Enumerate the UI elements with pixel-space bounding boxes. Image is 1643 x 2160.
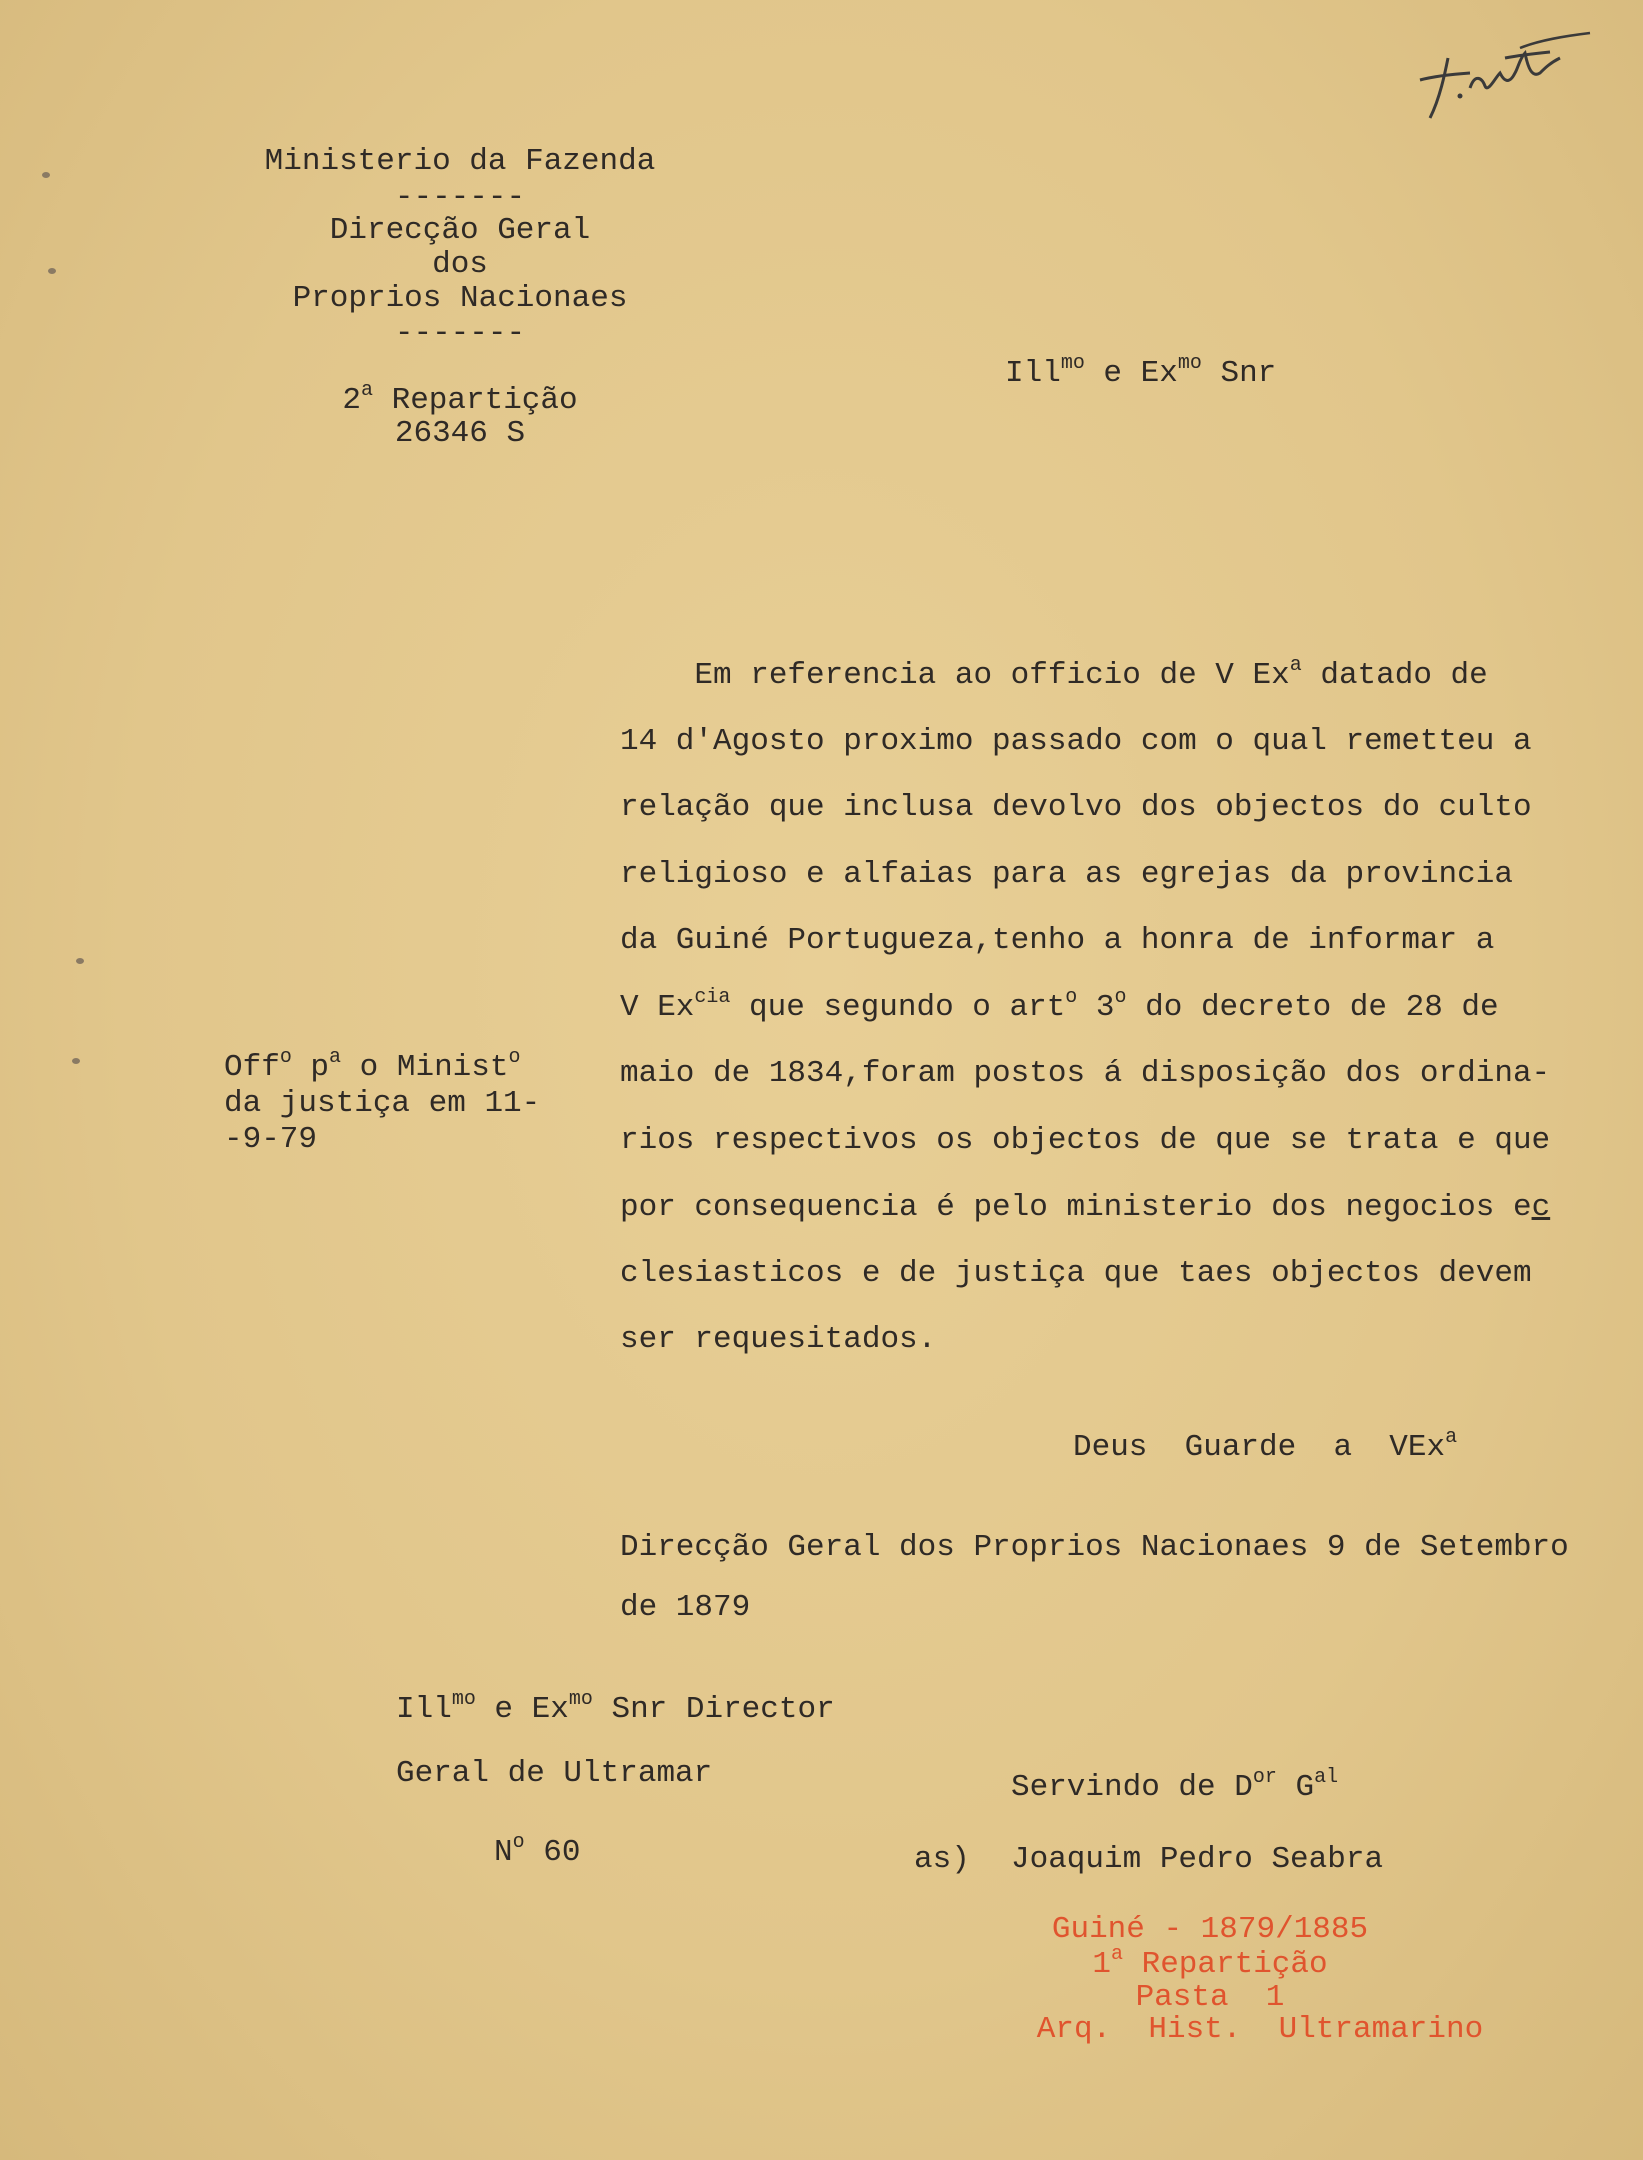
archive-stamp-line: Guiné - 1879/1885 [1051,1912,1369,1947]
punch-hole-mark [76,958,84,964]
ministry-heading: Ministerio da Fazenda [264,144,656,179]
salutation: Ill$^{mo}$ e $Ex^{mo}$ Snr [1005,351,1277,391]
place-and-date: Direcção Geral dos Proprios Nacionaes 9 de Setembro [620,1530,1569,1565]
body-line: da Guiné Portugueza,tenho a honra de informar a [620,923,1495,958]
body-line: V $Ex^{cia}$ que segundo o art$^o$ 3$^o$ do decreto de 28 de [620,985,1499,1025]
margin-note-line: -9-79 [224,1122,318,1157]
body-line: relação que inclusa devolvo dos objectos do culto [620,790,1532,825]
body-line: ser requesitados. [620,1322,937,1357]
direction-dos: dos [432,247,488,282]
header-separator: ------- [394,316,526,351]
department-label: 2$^a$ Repartição [342,378,578,418]
signatory-name: Joaquim Pedro Seabra [1011,1842,1384,1877]
body-line: rios respectivos os objectos de que se trata e que [620,1123,1551,1158]
addressee: Geral de Ultramar [396,1756,713,1791]
archive-stamp-line: Pasta 1 [1135,1980,1285,2015]
reference-number: 26346 S [394,416,526,451]
punch-hole-mark [42,172,50,178]
body-line: Em referencia ao officio de V Ex$^a$ datado de [620,653,1488,693]
punch-hole-mark [72,1058,80,1064]
margin-note-line: Off$^o$ $p^a$ o Minist$^o$ [224,1045,521,1085]
archive-stamp-line: Arq. Hist. Ultramarino [1036,2012,1484,2047]
archive-stamp-line: 1$^a$ Repartição [1092,1942,1328,1982]
properties-heading: Proprios Nacionaes [292,281,628,316]
addressee: Ill$^{mo}$ e $Ex^{mo}$ Snr Director [396,1687,835,1727]
signatory-prefix: as) [914,1842,970,1877]
place-and-date: de 1879 [620,1590,751,1625]
signatory-role: Servindo de $D^{or}$ $G^{al}$ [1011,1765,1339,1805]
body-line: clesiasticos e de justiça que taes objectos devem [620,1256,1532,1291]
body-line: por consequencia é pelo ministerio dos negocios ec [620,1190,1551,1225]
document-number: $N^o$ 60 [494,1830,581,1870]
body-line: maio de 1834,foram postos á disposição dos ordina- [620,1056,1551,1091]
header-separator: ------- [394,180,526,215]
direction-heading: Direcção Geral [329,213,591,248]
handwritten-signature [1400,18,1600,128]
margin-note-line: da justiça em 11- [224,1086,541,1121]
closing-greeting: Deus Guarde a VEx$^a$ [1073,1425,1458,1465]
punch-hole-mark [48,268,56,274]
body-line: 14 d'Agosto proximo passado com o qual remetteu a [620,724,1532,759]
body-line: religioso e alfaias para as egrejas da provincia [620,857,1513,892]
